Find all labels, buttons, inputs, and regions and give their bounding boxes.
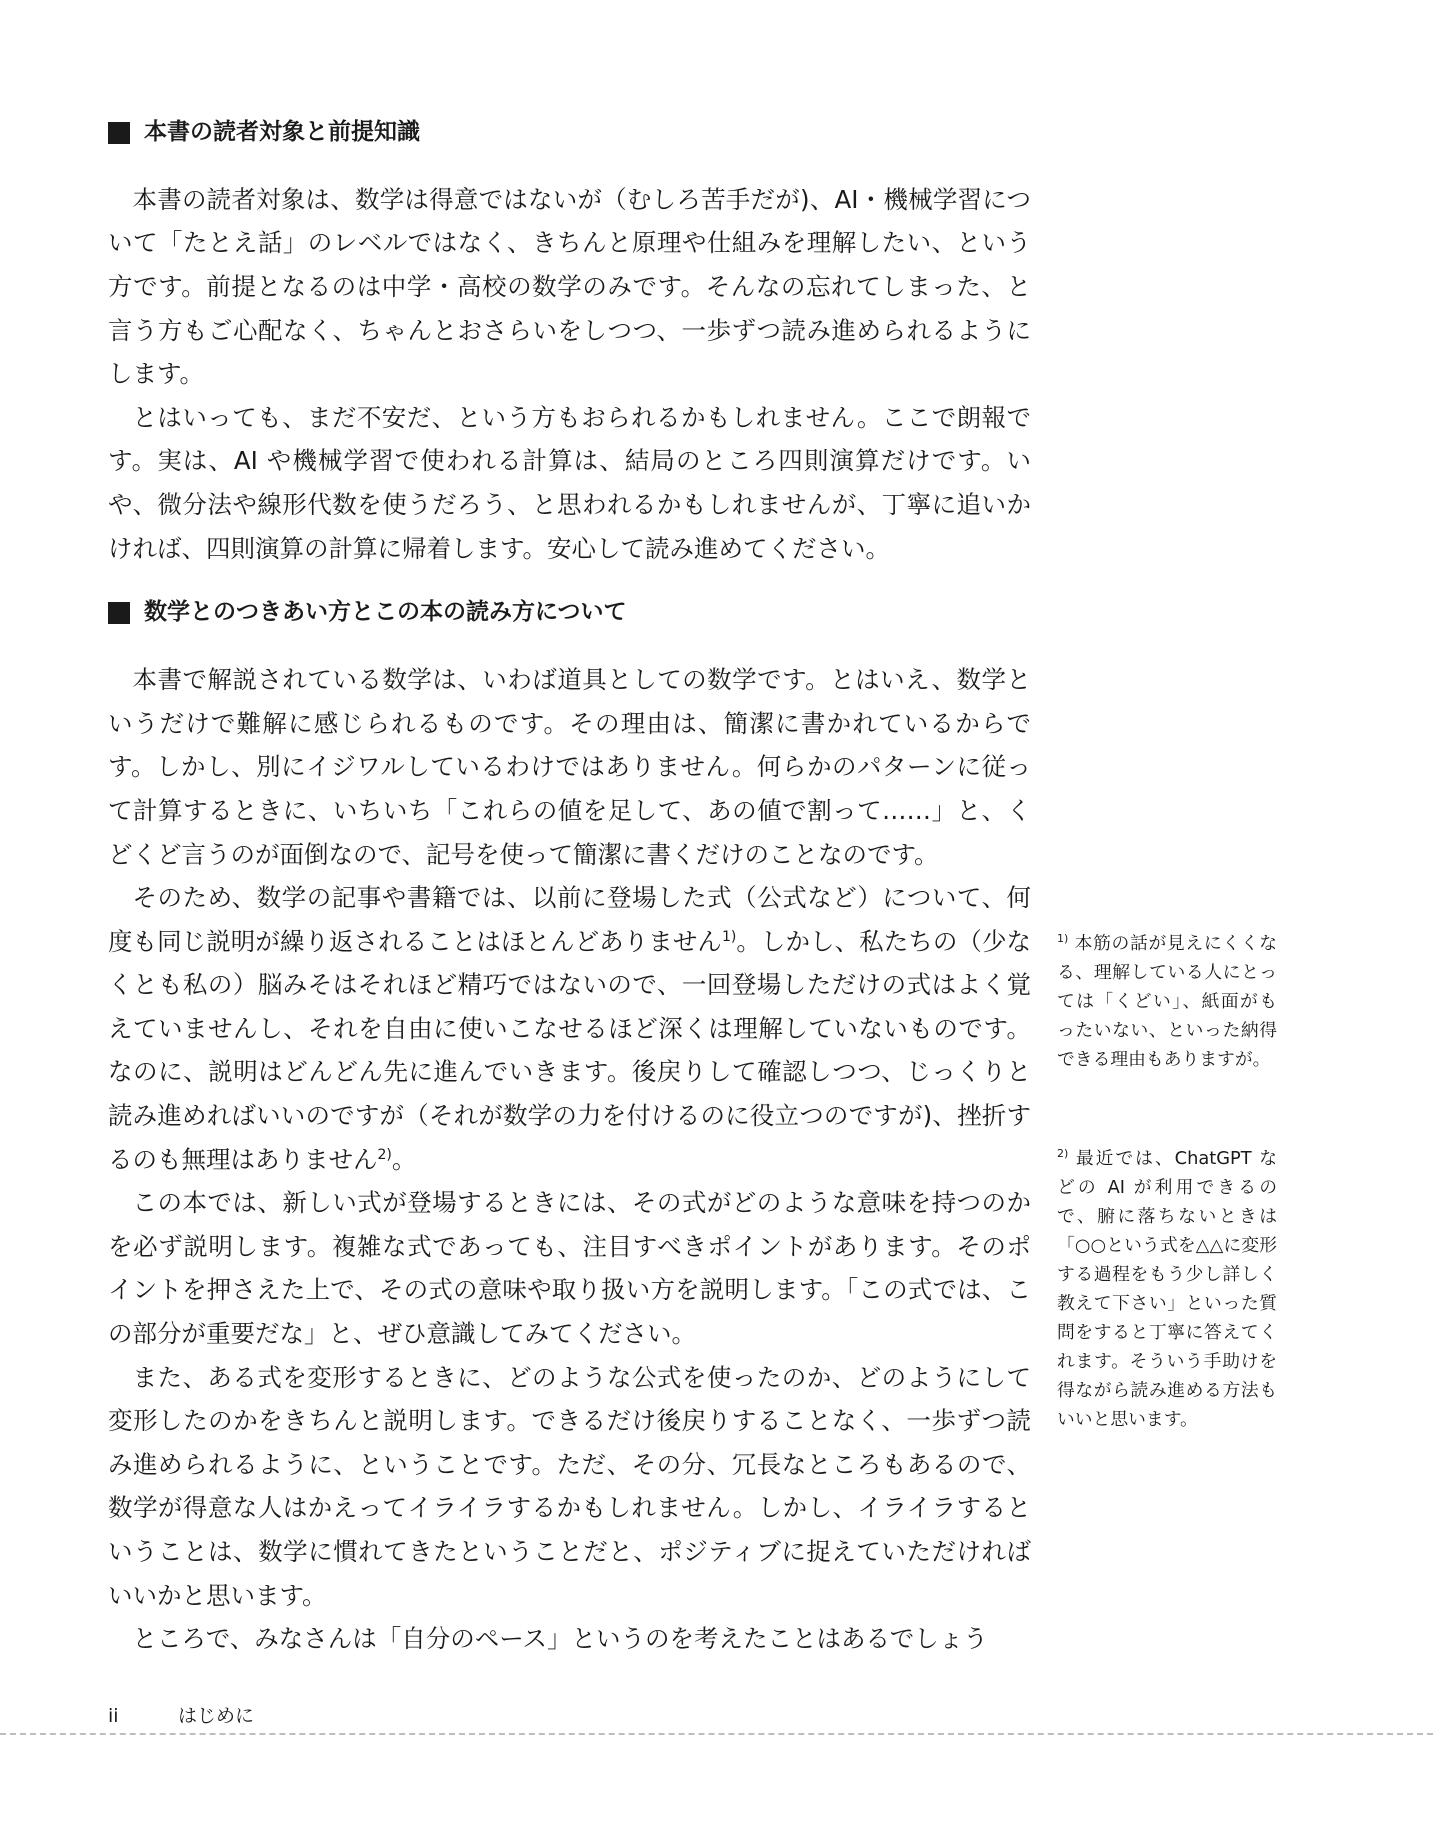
paragraph-text: 。 [391, 1144, 417, 1174]
heading-square-icon [108, 122, 130, 144]
heading-square-icon [108, 602, 130, 624]
paragraph-text: そのため、数学の記事や書籍では、以前に登場した式（公式など）について、何度も同じ説明が繰り返されることはほとんどありません [108, 883, 1031, 956]
footnote-text: 最近では、ChatGPT などの AI が利用できるので、腑に落ちないときは「○○という式を△△に変形する過程をもう少し詳しく教えて下さい」といった質問をすると丁寧に答えてくれます。そういう手助けを得ながら読み進める方法もいいと思います。 [1057, 1148, 1277, 1430]
page-footer [108, 1701, 254, 1728]
section-body-readers [108, 178, 1031, 570]
paragraph-text: 。しかし、私たちの（少なくとも私の）脳みそはそれほど精巧ではないので、一回登場しただけの式はよく覚えていませんし、それを自由に使いこなせるほど深くは理解していないものです。なのに、説明はどんどん先に進んでいきます。後戻りして確認しつつ、じっくりと読み進めればいいのですが（それが数学の力を付けるのに役立つのですが)、挫折するのも無理はありません [108, 926, 1032, 1174]
footnote-text: 本筋の話が見えにくくなる、理解している人にとっては「くどい」、紙面がもったいない、といった納得できる理由もありますが。 [1057, 933, 1277, 1070]
footnote-2 [1057, 1144, 1277, 1434]
section-heading-text: 数学とのつきあい方とこの本の読み方について [144, 599, 627, 626]
footnote-mark: 2) [1057, 1147, 1069, 1161]
page-number: ii [108, 1705, 119, 1727]
section-heading-text: 本書の読者対象と前提知識 [144, 119, 420, 145]
body-paragraph: ところで、みなさんは「自分のペース」というのを考えたことはあるでしょう [132, 1624, 988, 1654]
running-chapter-title: はじめに [178, 1705, 255, 1727]
section-heading-readers [108, 118, 1031, 148]
footnote-mark: 1) [1057, 932, 1069, 946]
section-heading-how-to-read [108, 598, 1031, 628]
section-body-how-to-read [108, 658, 1031, 1661]
footer-dashed-rule [0, 1733, 1433, 1735]
footnote-1 [1057, 929, 1277, 1074]
main-text-column [108, 118, 1031, 1661]
body-paragraph: 本書で解説されている数学は、いわば道具としての数学です。とはいえ、数学というだけで難解に感じられるものです。その理由は、簡潔に書かれているからです。しかし、別にイジワルしているわけではありません。何らかのパターンに従って計算するときに、いちいち「これらの値を足して、あの値で割って……」と、くどくど言うのが面倒なので、記号を使って簡潔に書くだけのことなのです。 [108, 665, 1031, 869]
body-paragraph: とはいっても、まだ不安だ、という方もおられるかもしれません。ここで朗報です。実は、AI や機械学習で使われる計算は、結局のところ四則演算だけです。いや、微分法や線形代数を使うだろう、と思われるかもしれませんが、丁寧に追いかければ、四則演算の計算に帰着します。安心して読み進めてください。 [108, 402, 1031, 563]
body-paragraph: この本では、新しい式が登場するときには、その式がどのような意味を持つのかを必ず説明します。複雑な式であっても、注目すべきポイントがあります。そのポイントを押さえた上で、その式の意味や取り扱い方を説明します。「この式では、この部分が重要だな」と、ぜひ意識してみてください。 [108, 1188, 1031, 1349]
body-paragraph: また、ある式を変形するときに、どのような公式を使ったのか、どのようにして変形したのかをきちんと説明します。できるだけ後戻りすることなく、一歩ずつ読み進められるように、ということです。ただ、その分、冗長なところもあるので、数学が得意な人はかえってイライラするかもしれません。しかし、イライラするということは、数学に慣れてきたということだと、ポジティブに捉えていただければいいかと思います。 [108, 1362, 1031, 1610]
footnote-ref-1: 1) [721, 928, 737, 945]
body-paragraph-with-footnotes [108, 876, 1031, 1181]
body-paragraph: 本書の読者対象は、数学は得意ではないが（むしろ苦手だが)、AI・機械学習について「たとえ話」のレベルではなく、きちんと原理や仕組みを理解したい、という方です。前提となるのは中学・高校の数学のみです。そんなの忘れてしまった、と言う方もご心配なく、ちゃんとおさらいをしつつ、一歩ずつ読み進められるようにします。 [108, 184, 1031, 389]
footnote-ref-2: 2) [377, 1146, 392, 1163]
